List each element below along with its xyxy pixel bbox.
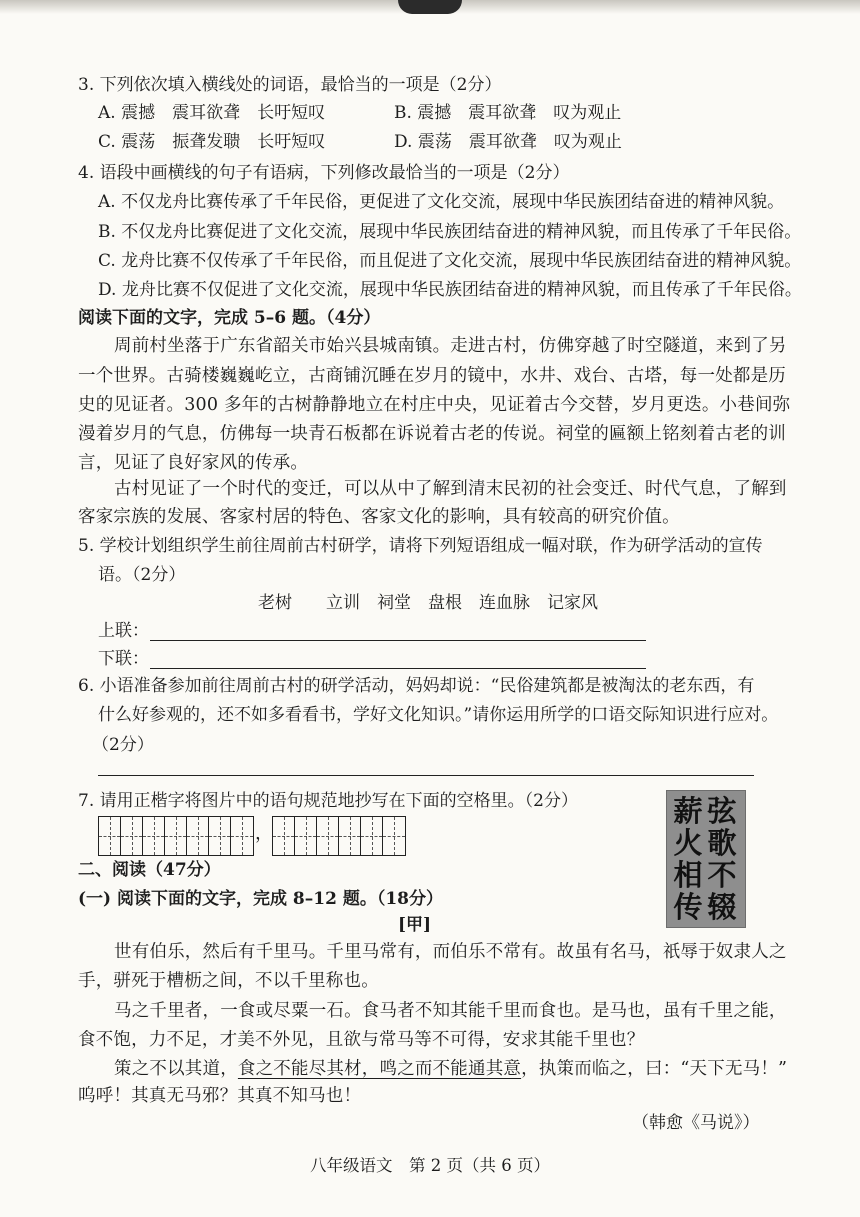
grid-cell[interactable] — [143, 817, 165, 855]
q4-option-d: D. 龙舟比赛不仅促进了文化交流，展现中华民族团结奋进的精神风貌，而且传承了千年民俗。 — [98, 280, 802, 300]
passage-label-jia: [甲] — [398, 915, 432, 935]
mashuo-line: 世有伯乐，然后有千里马。千里马常有，而伯乐不常有。故虽有名马，祇辱于奴隶人之 — [114, 942, 787, 962]
calligraphy-char: 歌 — [707, 826, 737, 860]
grid-cell[interactable] — [339, 817, 361, 855]
copy-grid-left[interactable] — [98, 816, 254, 856]
q3-option-d: D. 震荡 震耳欲聋 叹为观止 — [394, 132, 622, 152]
couplet-upper-label: 上联： — [98, 621, 149, 641]
q5-phrases: 老树 立训 祠堂 盘根 连血脉 记家风 — [258, 593, 598, 613]
mashuo-line: 手，骈死于槽枥之间，不以千里称也。 — [78, 971, 379, 991]
passage-line: 古村见证了一个时代的变迁，可以从中了解到清末民初的社会变迁、时代气息，了解到 — [114, 479, 787, 499]
q6-answer-line[interactable] — [98, 775, 754, 776]
q3-option-a: A. 震撼 震耳欲聋 长吁短叹 — [98, 103, 326, 123]
mashuo-line: 食不饱，力不足，才美不外见，且欲与常马等不可得，安求其能千里也？ — [78, 1030, 645, 1050]
q6-score: （2分） — [92, 735, 154, 755]
q6-stem-cont: 什么好参观的，还不如多看看书，学好文化知识。”请你运用所学的口语交际知识进行应对。 — [98, 705, 779, 725]
grid-comma: ， — [255, 823, 273, 844]
q5-stem: 5. 学校计划组织学生前往周前古村研学，请将下列短语组成一幅对联，作为研学活动的宣传 — [78, 536, 763, 556]
mashuo-text: ，执策而临之，曰：“天下无马！” — [521, 1059, 788, 1079]
q4-option-c: C. 龙舟比赛不仅传承了千年民俗，而且促进了文化交流，展现中华民族团结奋进的精神风貌。 — [98, 251, 802, 271]
calligraphy-column-left — [671, 795, 705, 923]
q4-option-b: B. 不仅龙舟比赛促进了文化交流，展现中华民族团结奋进的精神风貌，而且传承了千年民俗。 — [98, 222, 802, 242]
calligraphy-char: 火 — [673, 826, 703, 860]
mashuo-text: 策之不以其道， — [114, 1059, 238, 1079]
q3-option-c: C. 震荡 振聋发聩 长吁短叹 — [98, 132, 326, 152]
passage-line: 史的见证者。300 多年的古树静静地立在村庄中央，见证着古今交替，岁月更迭。小巷间弥 — [78, 395, 791, 415]
couplet-lower-answer-line[interactable] — [150, 668, 646, 669]
calligraphy-char: 不 — [707, 858, 737, 892]
grid-cell[interactable] — [295, 817, 317, 855]
grid-cell[interactable] — [231, 817, 253, 855]
mashuo-line: 呜呼！其真无马邪？其真不知马也！ — [78, 1086, 362, 1106]
reading-heading: 阅读下面的文字，完成 5–6 题。（4分） — [78, 308, 381, 328]
mashuo-line: 马之千里者，一食或尽粟一石。食马者不知其能千里而食也。是马也，虽有千里之能， — [114, 1001, 787, 1021]
calligraphy-char: 薪 — [673, 794, 703, 828]
passage-line: 漫着岁月的气息，仿佛每一块青石板都在诉说着古老的传说。祠堂的匾额上铭刻着古老的训 — [78, 424, 786, 444]
copy-grid-right[interactable] — [272, 816, 406, 856]
mashuo-line — [114, 1057, 787, 1081]
q4-stem: 4. 语段中画横线的句子有语病，下列修改最恰当的一项是（2分） — [78, 163, 570, 183]
scan-binding-mark — [398, 0, 462, 14]
subsection-heading: (一) 阅读下面的文字，完成 8–12 题。（18分） — [78, 889, 443, 909]
underlined-sentence: 食之不能尽其材，鸣之而不能通其意 — [237, 1059, 522, 1079]
passage-line: 客家宗族的发展、客家村居的特色、客家文化的影响，具有较高的研究价值。 — [78, 507, 680, 527]
grid-cell[interactable] — [317, 817, 339, 855]
q4-option-a: A. 不仅龙舟比赛传承了千年民俗，更促进了文化交流，展现中华民族团结奋进的精神风貌。 — [98, 192, 785, 212]
q3-option-b: B. 震撼 震耳欲聋 叹为观止 — [394, 103, 622, 123]
grid-cell[interactable] — [121, 817, 143, 855]
q3-stem: 3. 下列依次填入横线处的词语，最恰当的一项是（2分） — [78, 75, 502, 95]
grid-cell[interactable] — [209, 817, 231, 855]
passage-line: 周前村坐落于广东省韶关市始兴县城南镇。走进古村，仿佛穿越了时空隧道，来到了另 — [114, 336, 787, 356]
calligraphy-char: 弦 — [707, 794, 737, 828]
grid-cell[interactable] — [99, 817, 121, 855]
q5-stem-cont: 语。（2分） — [98, 565, 186, 585]
section-title: 二、阅读（47分） — [78, 860, 221, 880]
q7-stem: 7. 请用正楷字将图片中的语句规范地抄写在下面的空格里。（2分） — [78, 791, 578, 811]
calligraphy-char: 辍 — [707, 890, 737, 924]
calligraphy-char: 传 — [673, 890, 703, 924]
page-footer: 八年级语文 第 2 页（共 6 页） — [310, 1156, 550, 1175]
calligraphy-column-right — [705, 795, 739, 923]
calligraphy-char: 相 — [673, 858, 703, 892]
mashuo-source: （韩愈《马说》） — [632, 1113, 760, 1133]
couplet-upper-answer-line[interactable] — [150, 640, 646, 641]
couplet-lower-label: 下联： — [98, 649, 149, 669]
grid-cell[interactable] — [383, 817, 405, 855]
grid-cell[interactable] — [165, 817, 187, 855]
passage-line: 一个世界。古骑楼巍巍屹立，古商铺沉睡在岁月的镜中，水井、戏台、古塔，每一处都是历 — [78, 366, 786, 386]
passage-line: 言，见证了良好家风的传承。 — [78, 453, 309, 473]
calligraphy-image — [666, 790, 746, 928]
grid-cell[interactable] — [361, 817, 383, 855]
grid-cell[interactable] — [273, 817, 295, 855]
q6-stem: 6. 小语准备参加前往周前古村的研学活动，妈妈却说：“民俗建筑都是被淘汰的老东西，有 — [78, 676, 755, 696]
grid-cell[interactable] — [187, 817, 209, 855]
